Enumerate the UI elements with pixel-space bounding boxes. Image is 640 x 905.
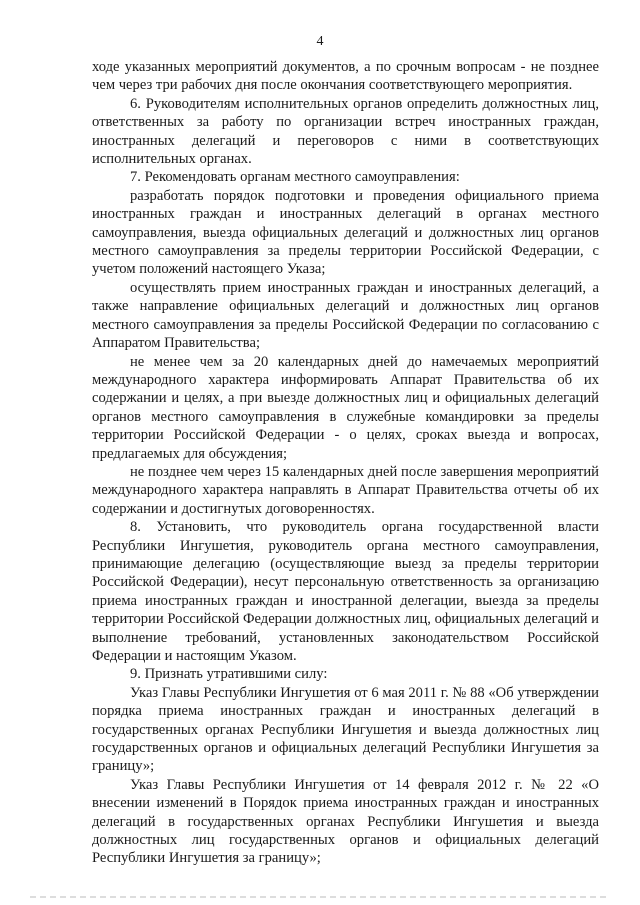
paragraph-item-7-report: не позднее чем через 15 календарных дней после завершения мероприятий международного характера направлять в Аппарат Правительства отчеты об их содержании и достигнутых договоренностях. [92, 463, 599, 517]
document-body [92, 58, 599, 868]
paragraph-item-7-inform: не менее чем за 20 календарных дней до намечаемых мероприятий международного характера информировать Аппарат Правительства об их содержании и целях, а при выезде должностных лиц и официальных делегаций органов местного самоуправления в служебные командировки за пределы территории Российской Федерации - о целях, сроках выезда и вопросах, предлагаемых для обсуждения; [92, 353, 599, 462]
page-number: 4 [316, 34, 324, 49]
paragraph-item-9: 9. Признать утратившими силу: [130, 666, 328, 683]
paragraph-item-9-decree-2: Указ Главы Республики Ингушетия от 14 февраля 2012 г. № 22 «О внесении изменений в Порядок приема иностранных граждан и иностранных делегаций в государственных органах Республики Ингушетия и выезда должностных лиц государственных органов и официальных делегаций Республики Ингушетия за границу»; [92, 776, 599, 867]
paragraph-item-9-decree-1: Указ Главы Республики Ингушетия от 6 мая 2011 г. № 88 «Об утверждении порядка приема иностранных граждан и иностранных делегаций в государственных органах Республики Ингушетия и выезда должностных лиц государственных органов и официальных делегаций Республики Ингушетия за границу»; [92, 684, 599, 775]
scan-artifact-line [30, 896, 610, 898]
paragraph-item-8: 8. Установить, что руководитель органа государственной власти Республики Ингушетия, руководитель органа местного самоуправления, принимающие делегацию (осуществляющие выезд за пределы территории Российской Федерации), несут персональную ответственность за организацию приема иностранных граждан и иностранной делегации, выезда за пределы территории Российской Федерации должностных лиц, официальных делегаций и выполнение требований, установленных законодательством Российской Федерации и настоящим Указом. [92, 519, 599, 664]
paragraph-item-7: 7. Рекомендовать органам местного самоуправления: [130, 169, 460, 186]
paragraph-item-6: 6. Руководителям исполнительных органов определить должностных лиц, ответственных за работу по организации встреч иностранных граждан, иностранных делегаций и переговоров с ними в соответствующих исполнительных органах. [92, 95, 599, 168]
paragraph-item-7-receive: осуществлять прием иностранных граждан и иностранных делегаций, а также направление официальных делегаций и должностных лиц органов местного самоуправления за пределы Российской Федерации по согласованию с Аппаратом Правительства; [92, 279, 599, 352]
paragraph-continuation: ходе указанных мероприятий документов, а по срочным вопросам - не позднее чем через три рабочих дня после окончания соответствующего мероприятия. [92, 59, 599, 94]
paragraph-item-7-develop: разработать порядок подготовки и проведения официального приема иностранных граждан и иностранных делегаций в органах местного самоуправления, выезда официальных делегаций и должностных лиц органов местного самоуправления за пределы территории Российской Федерации, с учетом положений настоящего Указа; [92, 187, 599, 278]
